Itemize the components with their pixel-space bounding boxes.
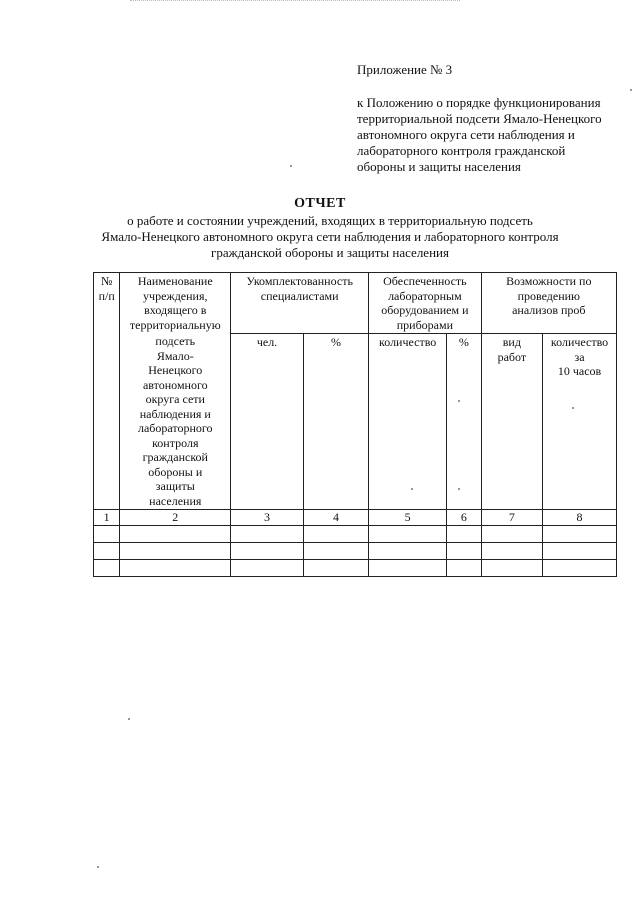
column-number: 7 [481, 510, 542, 526]
table-header-row [94, 273, 617, 334]
appendix-line: территориальной подсети Ямало-Ненецкого [357, 111, 602, 126]
quantity-header: количество за 10 часов [543, 334, 617, 510]
table-row [94, 526, 617, 543]
work-type-header: вид работ [481, 334, 542, 510]
scan-speck [458, 488, 460, 490]
equipment-percent-header: % [447, 334, 481, 510]
scan-speck [630, 89, 632, 91]
appendix-block [357, 62, 617, 175]
table-row [94, 543, 617, 560]
scan-noise [130, 0, 460, 3]
column-number: 8 [543, 510, 617, 526]
col-number-header: № п/п [94, 273, 120, 510]
staff-group-header: Укомплектованность специалистами [231, 273, 369, 334]
appendix-line: к Положению о порядке функционирования [357, 95, 601, 110]
column-number: 2 [120, 510, 231, 526]
report-subtitle-line: о работе и состоянии учреждений, входящих в территориальную подсеть [127, 213, 533, 228]
staff-percent-header: % [303, 334, 368, 510]
report-table [93, 272, 617, 577]
column-number: 3 [231, 510, 304, 526]
scan-speck [458, 400, 460, 402]
scan-speck [411, 488, 413, 490]
column-numbers-row [94, 510, 617, 526]
scan-speck [97, 866, 99, 868]
report-subtitle-line: Ямало-Ненецкого автономного округа сети наблюдения и лабораторного контроля [101, 229, 559, 244]
staff-count-header: чел. [231, 334, 304, 510]
report-title: ОТЧЕТ [294, 196, 346, 211]
scan-speck [128, 718, 130, 720]
column-number: 1 [94, 510, 120, 526]
appendix-number: Приложение № 3 [357, 62, 453, 77]
column-number: 4 [303, 510, 368, 526]
scan-speck [290, 165, 292, 167]
table-row [94, 560, 617, 577]
column-number: 5 [369, 510, 447, 526]
appendix-line: автономного округа сети наблюдения и [357, 127, 575, 142]
report-subtitle [95, 213, 565, 261]
appendix-line: лабораторного контроля гражданской [357, 143, 566, 158]
equipment-group-header: Обеспеченность лабораторным оборудованием и приборами [369, 273, 482, 334]
scan-speck [572, 407, 574, 409]
column-number: 6 [447, 510, 481, 526]
col-name-header: Наименование учреждения, входящего в территориальную подсеть Ямало- Ненецкого автономного округа сети наблюдения и лабораторного контроля гражданской обороны и защиты населения [120, 273, 231, 510]
appendix-line: обороны и защиты населения [357, 159, 521, 174]
equipment-count-header: количество [369, 334, 447, 510]
capability-group-header: Возможности по проведению анализов проб [481, 273, 616, 334]
report-subtitle-line: гражданской обороны и защиты населения [211, 245, 449, 260]
appendix-text [357, 95, 617, 175]
